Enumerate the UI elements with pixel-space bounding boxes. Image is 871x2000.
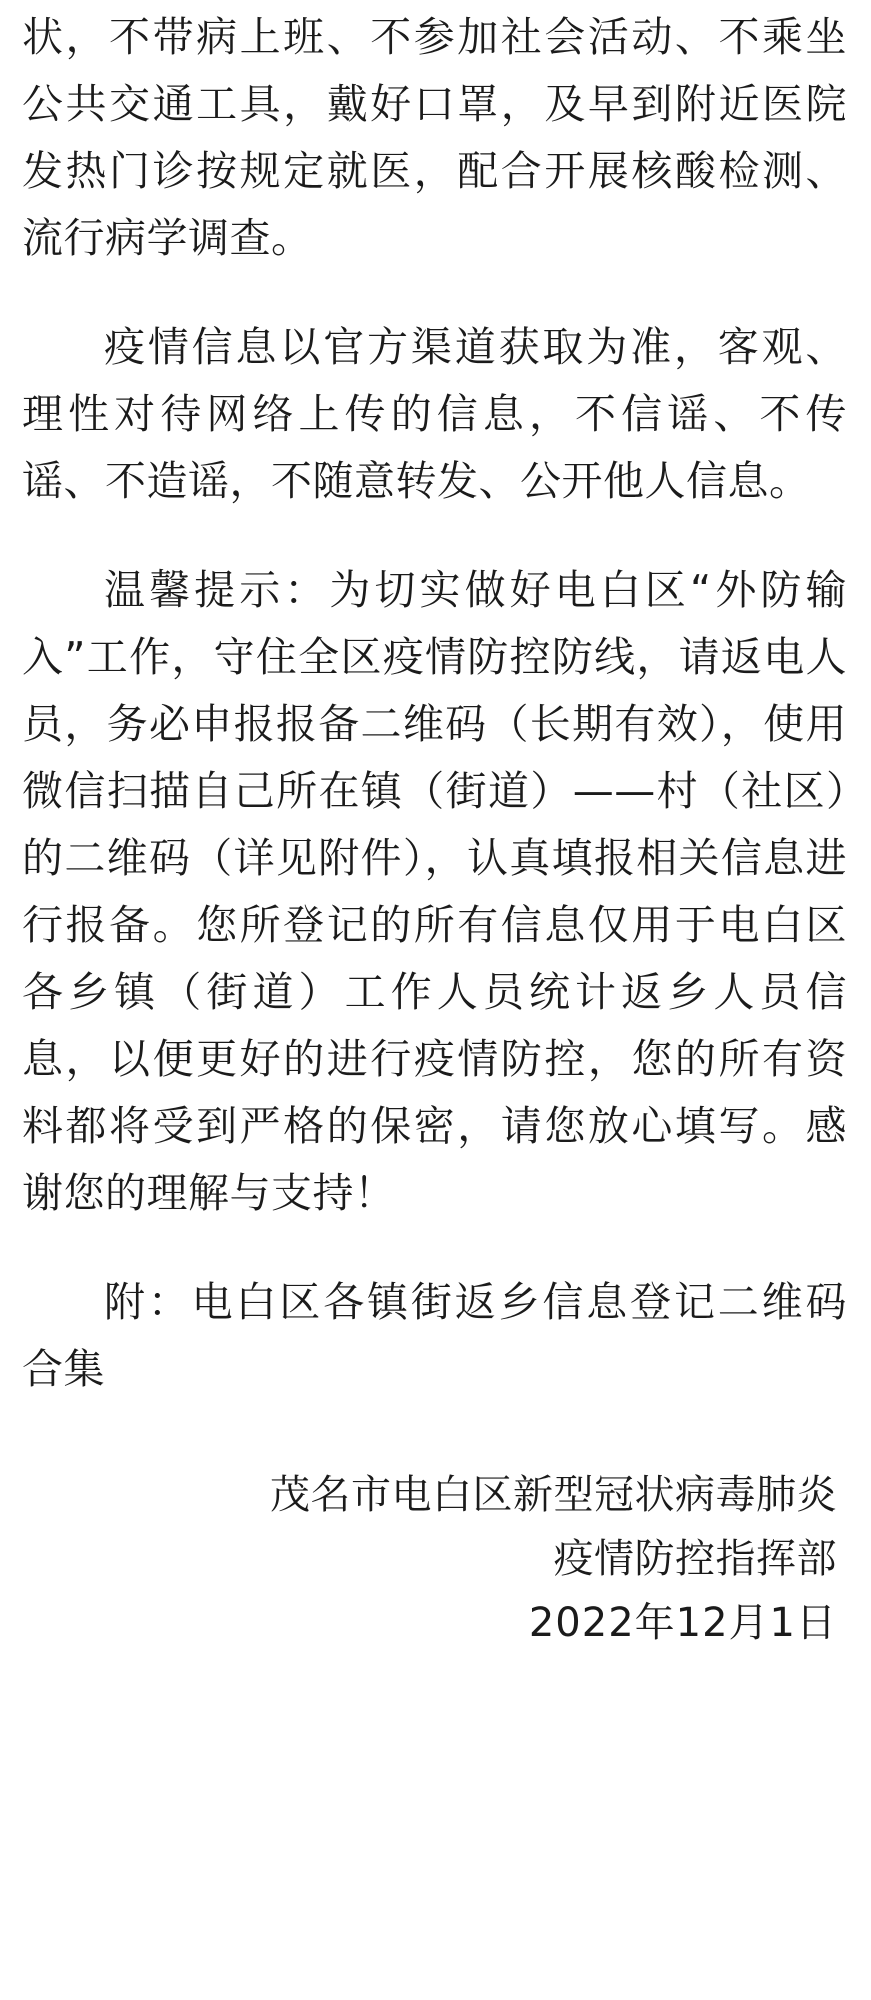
signature-date: 2022年12月1日	[528, 1600, 837, 1646]
paragraph-information-channel: 疫情信息以官方渠道获取为准，客观、理性对待网络上传的信息，不信谣、不传谣、不造谣，不随意转发、公开他人信息。	[22, 323, 847, 505]
signature-issuer-line-2: 疫情防控指挥部	[553, 1536, 837, 1582]
signature-issuer-line-1: 茂名市电白区新型冠状病毒肺炎	[270, 1472, 837, 1518]
paragraph-health-advice: 状，不带病上班、不参加社会活动、不乘坐公共交通工具，戴好口罩，及早到附近医院发热门诊按规定就医，配合开展核酸检测、流行病学调查。	[22, 13, 847, 262]
paragraph-attachment: 附：电白区各镇街返乡信息登记二维码合集	[22, 1278, 847, 1393]
paragraph-warm-reminder: 温馨提示：为切实做好电白区“外防输入”工作，守住全区疫情防控防线，请返电人员，务必申报报备二维码（长期有效），使用微信扫描自己所在镇（街道）——村（社区）的二维码（详见附件），认真填报相关信息进行报备。您所登记的所有信息仅用于电白区各乡镇（街道）工作人员统计返乡人员信息，以便更好的进行疫情防控，您的所有资料都将受到严格的保密，请您放心填写。感谢您的理解与支持！	[22, 566, 847, 1217]
document-body	[22, 0, 847, 1655]
signature-block	[22, 1463, 847, 1655]
